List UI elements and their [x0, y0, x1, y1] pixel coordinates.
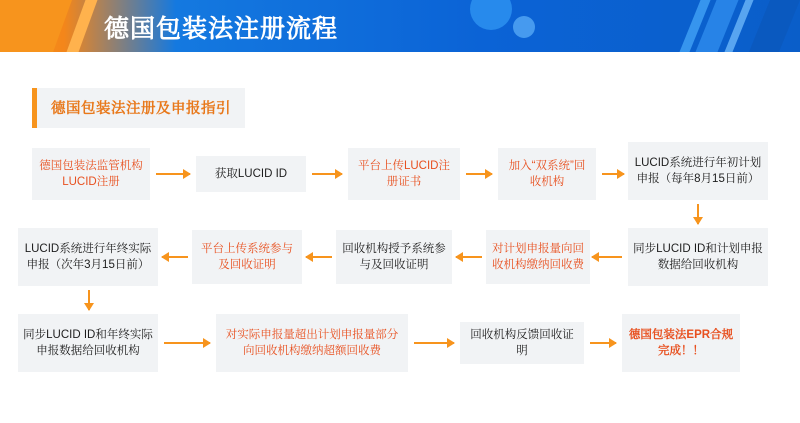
- flow-node-final-declaration: LUCID系统进行年终实际申报（次年3月15日前）: [18, 228, 158, 286]
- banner-orange-slash-icon: [67, 0, 98, 52]
- arrow-n11-n12-icon: [164, 342, 210, 344]
- arrow-n12-n13-icon: [414, 342, 454, 344]
- arrow-n6-n7-icon: [592, 256, 622, 258]
- flow-node-sync-final-data: 同步LUCID ID和年终实际申报数据给回收机构: [18, 314, 158, 372]
- arrow-n9-n10-icon: [162, 256, 188, 258]
- flow-node-sync-plan-data: 同步LUCID ID和计划申报数据给回收机构: [628, 228, 768, 286]
- arrow-n8-n9-icon: [306, 256, 332, 258]
- flow-node-lucid-registration: 德国包装法监管机构LUCID注册: [32, 148, 150, 200]
- page-title: 德国包装法注册流程: [104, 15, 339, 43]
- flow-node-upload-certificate: 平台上传LUCID注册证书: [348, 148, 460, 200]
- banner-circle-large-icon: [470, 0, 512, 30]
- arrow-n3-n4-icon: [466, 173, 492, 175]
- arrow-n4-n5-icon: [602, 173, 624, 175]
- flow-node-pay-recycling-fee: 对计划申报量向回收机构缴纳回收费: [486, 230, 590, 284]
- banner-slash-a-icon: [679, 0, 710, 52]
- arrow-n1-n2-icon: [156, 173, 190, 175]
- banner-orange-block-icon: [0, 0, 72, 52]
- arrow-n2-n3-icon: [312, 173, 342, 175]
- flow-node-feedback-proof: 回收机构反馈回收证明: [460, 322, 584, 364]
- flow-node-get-lucid-id: 获取LUCID ID: [196, 156, 306, 192]
- flow-node-upload-participation-proof: 平台上传系统参与及回收证明: [192, 230, 302, 284]
- header-banner: [0, 0, 800, 52]
- flow-node-compliance-complete: 德国包装法EPR合规完成！！: [622, 314, 740, 372]
- banner-slash-c-icon: [724, 0, 753, 52]
- arrow-n10-n11-icon: [88, 290, 90, 310]
- flow-node-grant-participation-proof: 回收机构授予系统参与及回收证明: [336, 230, 452, 284]
- arrow-n5-n6-icon: [697, 204, 699, 224]
- subtitle-badge: 德国包装法注册及申报指引: [32, 88, 245, 128]
- flow-node-initial-plan-declaration: LUCID系统进行年初计划申报（每年8月15日前）: [628, 142, 768, 200]
- flow-node-pay-excess-fee: 对实际申报量超出计划申报量部分向回收机构缴纳超额回收费: [216, 314, 408, 372]
- banner-slash-b-icon: [695, 0, 738, 52]
- arrow-n13-n14-icon: [590, 342, 616, 344]
- banner-circle-small-icon: [513, 16, 535, 38]
- flow-node-join-dual-system: 加入“双系统”回收机构: [498, 148, 596, 200]
- banner-corner-icon: [749, 0, 800, 52]
- arrow-n7-n8-icon: [456, 256, 482, 258]
